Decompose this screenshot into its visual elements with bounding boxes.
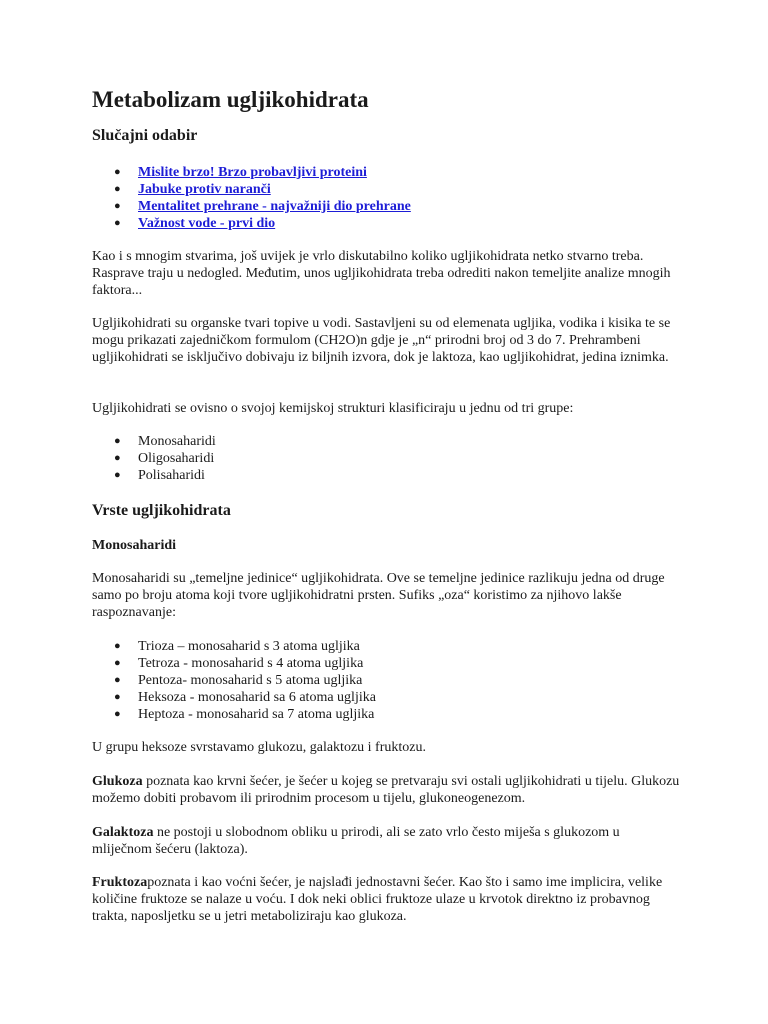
mono-type-label: Heptoza - monosaharid sa 7 atoma ugljika: [138, 707, 375, 722]
bullet-icon: ●: [114, 674, 121, 686]
random-links-list: [92, 164, 411, 232]
list-item: [92, 164, 411, 181]
glucose-text: poznata kao krvni šećer, je šećer u kojeg se pretvaraju svi ostali ugljikohidrati u tijelu. Glukozu možemo dobiti probavom ili prirodnim procesom u tijelu, glukoneogenezom.: [92, 774, 680, 806]
group-label: Oligosaharidi: [138, 451, 215, 466]
list-item: [92, 706, 376, 723]
bullet-icon: ●: [114, 217, 121, 229]
mono-type-label: Heksoza - monosaharid sa 6 atoma ugljika: [138, 690, 376, 705]
paragraph-hexoses: U grupu heksoze svrstavamo glukozu, galaktozu i fruktozu.: [92, 740, 426, 755]
list-item: [92, 181, 411, 198]
list-item: [92, 689, 376, 706]
bullet-icon: ●: [114, 640, 121, 652]
bullet-icon: ●: [114, 657, 121, 669]
mono-types-list: [92, 638, 376, 723]
paragraph-galactose: [92, 824, 682, 858]
paragraph-fructose: [92, 874, 682, 925]
list-item: [92, 433, 216, 450]
paragraph-monosaccharides: Monosaharidi su „temeljne jedinice“ ugljikohidrata. Ove se temeljne jedinice razlikuju jedna od druge samo po broju atoma koji tvore ugljikohidratni prsten. Sufiks „oza“ koristimo za njihovo lakše raspoznavanje:: [92, 571, 665, 620]
bullet-icon: ●: [114, 452, 121, 464]
fructose-text: poznata i kao voćni šećer, je najslađi jednostavni šećer. Kao što i samo ime implicira, velike količine fruktoze se nalaze u voću. I dok neki oblici fruktoze ulaze u krvotok direktno iz probavnog trakta, naposljetku se u jetri metaboliziraju kao glukoza.: [92, 875, 663, 924]
random-link-2[interactable]: Jabuke protiv naranči: [138, 182, 271, 197]
paragraph-intro: Kao i s mnogim stvarima, još uvijek je vrlo diskutabilno koliko ugljikohidrata netko stvarno treba. Rasprave traju u nedogled. Međutim, unos ugljikohidrata treba odrediti nakon temeljite analize mnogih faktora...: [92, 249, 671, 298]
bullet-icon: ●: [114, 435, 121, 447]
list-item: [92, 655, 376, 672]
random-link-4[interactable]: Važnost vode - prvi dio: [138, 216, 276, 231]
page-title: Metabolizam ugljikohidrata: [92, 87, 369, 112]
random-heading: Slučajni odabir: [92, 127, 198, 144]
list-item: [92, 198, 411, 215]
mono-heading: Monosaharidi: [92, 538, 177, 553]
mono-type-label: Pentoza- monosaharid s 5 atoma ugljika: [138, 673, 363, 688]
mono-type-label: Trioza – monosaharid s 3 atoma ugljika: [138, 639, 360, 654]
list-item: [92, 672, 376, 689]
list-item: [92, 215, 411, 232]
bullet-icon: ●: [114, 166, 121, 178]
paragraph-definition: Ugljikohidrati su organske tvari topive u vodi. Sastavljeni su od elemenata ugljika, vodika i kisika te se mogu prikazati zajedničkom formulom (CH2O)n gdje je „n“ prirodni broj od 3 do 7. Prehrambeni ugljikohidrati se isključivo dobivaju iz biljnih izvora, dok je laktoza, kao ugljikohidrat, jedina iznimka.: [92, 316, 671, 365]
bullet-icon: ●: [114, 183, 121, 195]
paragraph-groups-intro: Ugljikohidrati se ovisno o svojoj kemijskoj strukturi klasificiraju u jednu od tri grupe:: [92, 401, 574, 416]
galactose-text: ne postoji u slobodnom obliku u prirodi, ali se zato vrlo često miješa s glukozom u mliječnom šećeru (laktoza).: [92, 825, 620, 857]
paragraph-glucose: [92, 773, 682, 807]
mono-type-label: Tetroza - monosaharid s 4 atoma ugljika: [138, 656, 364, 671]
list-item: [92, 450, 216, 467]
section-heading-types: Vrste ugljikohidrata: [92, 502, 231, 519]
bullet-icon: ●: [114, 708, 121, 720]
bullet-icon: ●: [114, 200, 121, 212]
list-item: [92, 638, 376, 655]
term-galactose: Galaktoza: [92, 825, 154, 840]
groups-list: [92, 433, 216, 484]
random-link-3[interactable]: Mentalitet prehrane - najvažniji dio prehrane: [138, 199, 411, 214]
term-fructose: Fruktoza: [92, 875, 148, 890]
random-link-1[interactable]: Mislite brzo! Brzo probavljivi proteini: [138, 165, 367, 180]
bullet-icon: ●: [114, 691, 121, 703]
list-item: [92, 467, 216, 484]
group-label: Polisaharidi: [138, 468, 205, 483]
bullet-icon: ●: [114, 469, 121, 481]
group-label: Monosaharidi: [138, 434, 216, 449]
term-glucose: Glukoza: [92, 774, 143, 789]
